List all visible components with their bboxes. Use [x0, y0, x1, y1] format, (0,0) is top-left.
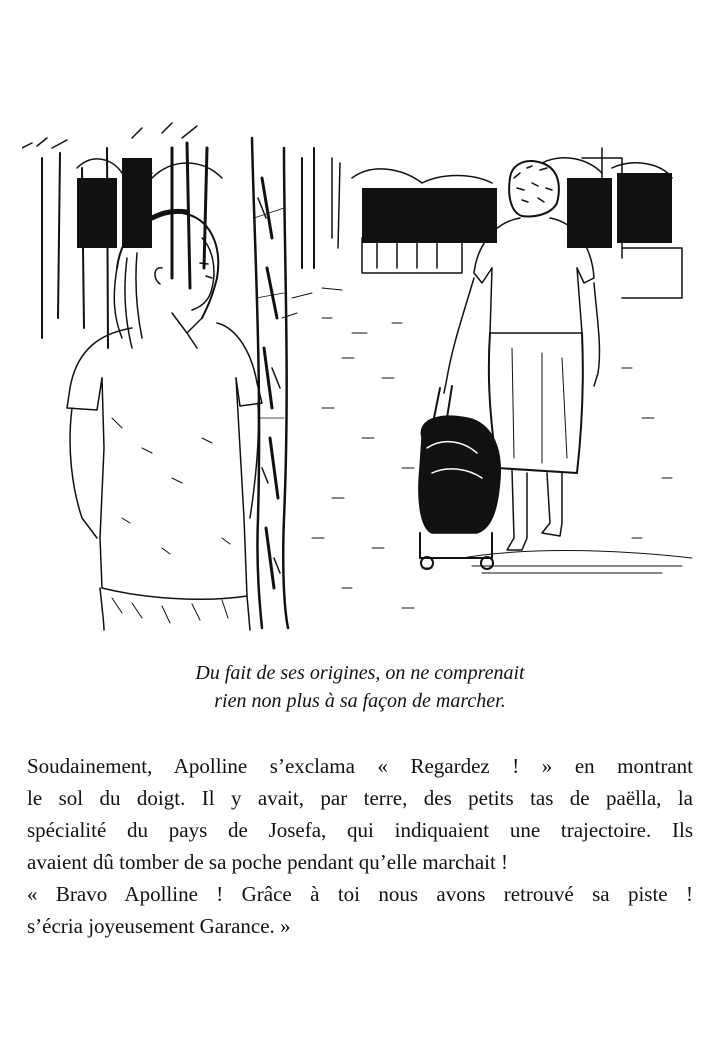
text-line: s’écria joyeusement Garance. »	[27, 914, 291, 938]
background-trees-left	[22, 123, 222, 348]
caption-line: Du fait de ses origines, on ne comprenait	[195, 662, 525, 684]
illustration	[22, 118, 698, 636]
text-line: spécialité du pays de Josefa, qui indiquaient une trajectoire. Ils	[27, 818, 693, 842]
illustration-caption	[0, 659, 720, 715]
girl-figure	[67, 211, 262, 630]
text-line: avaient dû tomber de sa poche pendant qu’elle marchait !	[27, 850, 509, 874]
text-line: le sol du doigt. Il y avait, par terre, des petits tas de paëlla, la	[27, 786, 693, 810]
text-line: « Bravo Apolline ! Grâce à toi nous avons retrouvé sa piste !	[27, 882, 693, 906]
text-line: Soudainement, Apolline s’exclama « Regardez ! » en montrant	[27, 754, 693, 778]
caption-line: rien non plus à sa façon de marcher.	[214, 690, 506, 712]
story-paragraph	[27, 750, 693, 942]
